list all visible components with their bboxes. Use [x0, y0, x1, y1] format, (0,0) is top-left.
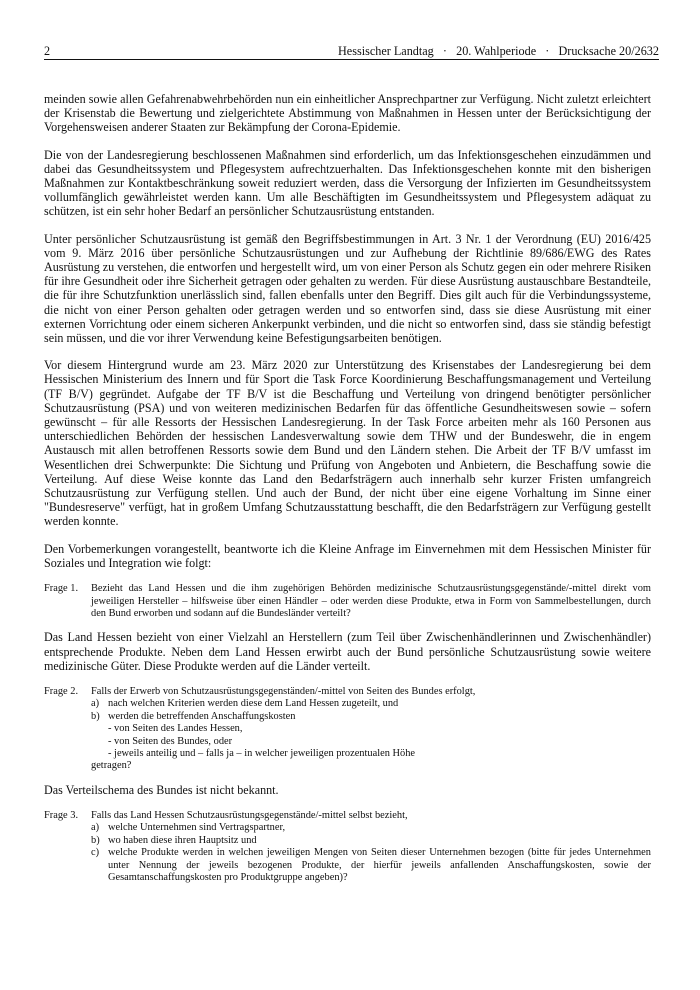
answer-1: Das Land Hessen bezieht von einer Vielzahl an Herstellern (zum Teil über Zwischenhändlerinnen und Zwischenhändler) entsprechende Produkte. Neben dem Land Hessen erwirbt auch der Bund persönliche Schutzausrüstung sowie weitere medizinische Güter. Diese Produkte werden auf die Länder verteilt.: [44, 630, 651, 673]
item-text: welche Produkte werden in welchen jeweiligen Mengen von Seiten dieser Unternehmen bezogen (bitte für jedes Unternehmen unter Nennung der jeweils bezogenen Produkte, der hierfür jeweils anfallenden Anschaffungskosten, sowie der Gesamtanschaffungskosten pro Produktgruppe angeben)?: [108, 847, 651, 883]
question-label: Frage 2.: [44, 685, 79, 697]
question-item: [91, 847, 651, 884]
header-rule: [44, 59, 659, 60]
question-label: Frage 3.: [44, 809, 79, 821]
item-text: werden die betreffenden Anschaffungskosten: [108, 710, 296, 722]
question-label: Frage 1.: [44, 583, 79, 595]
question-item: [91, 822, 651, 834]
question-tail: getragen?: [91, 760, 132, 772]
body-paragraph: Unter persönlicher Schutzausrüstung ist gemäß den Begriffsbestimmungen in Art. 3 Nr. 1 der Verordnung (EU) 2016/425 vom 9. März 2016 über persönliche Schutzausrüstungen und zur Aufhebung der Richtlinie 89/686/EWG des Rates Ausrüstung zu verstehen, die entworfen und hergestellt wird, um von einer Person als Schutz gegen ein oder mehrere Risiken für ihre Gesundheit oder ihre Sicherheit getragen oder gehalten zu werden. Für diese Ausrüstung austauschbare Bestandteile, die für ihre Schutzfunktion unerlässlich sind, fallen ebenfalls unter den Begriff. Dies gilt auch für die Verbindungssysteme, die nicht von einer Person gehalten oder getragen werden und so entworfen sind, dass sie diese Ausrüstung mit einer externen Vorrichtung oder einem sicheren Ankerpunkt verbinden, und die nicht so entworfen sind, dass sie ständig befestigt sein müssen, und die vor ihrer Verwendung keine Befestigungsarbeiten benötigen.: [44, 231, 651, 346]
question-1: [44, 583, 651, 620]
body-paragraph: Den Vorbemerkungen vorangestellt, beantworte ich die Kleine Anfrage im Einvernehmen mit dem Hessischen Minister für Soziales und Integration wie folgt:: [44, 541, 651, 570]
question-body: [91, 686, 651, 773]
item-text: wo haben diese ihren Hauptsitz und: [108, 834, 257, 846]
question-item: [91, 698, 651, 710]
document-body: [44, 92, 651, 894]
item-marker: c): [91, 847, 100, 859]
question-text: Falls der Erwerb von Schutzausrüstungsgegenständen/-mittel von Seiten des Bundes erfolgt,: [91, 685, 476, 697]
page-header: [44, 43, 659, 59]
item-text: welche Unternehmen sind Vertragspartner,: [108, 822, 286, 834]
question-item: [91, 711, 651, 723]
item-marker: a): [91, 698, 100, 710]
question-body: [91, 810, 651, 884]
question-text: Bezieht das Land Hessen und die ihm zugehörigen Behörden medizinische Schutzausrüstungsgegenstände/-mittel direkt vom jeweiligen Hersteller – hilfsweise über einen Händler – oder werden diese Produkte, etwa in Form von Sammelbestellungen, durch den Bund erworben und sodann auf die Bundesländer verteilt?: [91, 583, 651, 619]
dash-item: - jeweils anteilig und – falls ja – in welcher jeweiligen prozentualen Höhe: [108, 747, 415, 759]
body-paragraph: Vor diesem Hintergrund wurde am 23. März 2020 zur Unterstützung des Krisenstabes der Landesregierung bei dem Hessischen Ministerium des Innern und für Sport die Task Force Koordinierung Beschaffungsmanagement und Verteilung (TF B/V) gegründet. Aufgabe der TF B/V ist die Beschaffung und Verteilung von dringend benötigter persönlicher Schutzausrüstung (PSA) und von weiteren medizinischen Bedarfen für das öffentliche Gesundheitswesen sowie – sofern gewünscht – für alle Ressorts der Hessischen Landesregierung. In der Task Force arbeiten mehr als 160 Personen aus unterschiedlichen Behörden der hessischen Landesverwaltung sowie dem THW und der Bundeswehr, die in engem Austausch mit allen betroffenen Ressorts sowie dem Bund und den Ländern stehen. Die Arbeit der TF B/V umfasst im Wesentlichen drei Schwerpunkte: Die Sichtung und Prüfung von Angeboten und Anbietern, die Beschaffung sowie die Verteilung. Auf diese Weise konnte das Land den Bedarfsträgern auch innerhalb sehr kurzer Fristen umfangreich Schutzausrüstung zur Verfügung stellen. Und auch der Bund, der nicht über eine eigene Vorhaltung im Sinne einer "Bundesreserve" verfügt, hat in großem Umfang Schutzausstattung beschafft, die den Bedarfsträgern zur Verfügung gestellt werden konnte.: [44, 358, 651, 529]
item-marker: a): [91, 822, 100, 834]
page-number: 2: [44, 44, 51, 58]
question-text: Falls das Land Hessen Schutzausrüstungsgegenstände/-mittel selbst bezieht,: [91, 809, 408, 821]
answer-2: Das Verteilschema des Bundes ist nicht bekannt.: [44, 782, 279, 797]
item-marker: b): [91, 834, 100, 846]
question-3: [44, 810, 651, 884]
item-text: nach welchen Kriterien werden diese dem Land Hessen zugeteilt, und: [108, 698, 399, 710]
body-paragraph: Die von der Landesregierung beschlossenen Maßnahmen sind erforderlich, um das Infektionsgeschehen einzudämmen und dabei das Gesundheitssystem und Pflegesystem aufrechtzuerhalten. Das Infektionsgeschehen konnte mit den bisherigen Maßnahmen zur Kontaktbeschränkung soweit reduziert werden, dass die Versorgung der Infizierten im Gesundheitssystem vollumfänglich gewährleistet werden kann. Um alle Beschäftigten im Gesundheitssystem und Pflegesystem adäquat zu schützen, ist ein sehr hoher Bedarf an persönlicher Schutzausrüstung entstanden.: [44, 147, 651, 219]
question-body: [91, 583, 651, 620]
header-title: Hessischer Landtag · 20. Wahlperiode · Drucksache 20/2632: [338, 44, 659, 58]
body-paragraph: meinden sowie allen Gefahrenabwehrbehörden nun ein einheitlicher Ansprechpartner zur Verfügung. Nicht zuletzt erleichtert der Krisenstab die Bewertung und zielgerichtete Abstimmung von Maßnahmen in Hessen unter der Berücksichtigung der Vorgehensweisen anderer Staaten zur Bekämpfung der Corona-Epidemie.: [44, 92, 651, 135]
item-marker: b): [91, 710, 100, 722]
dash-item: - von Seiten des Landes Hessen,: [108, 723, 243, 735]
dash-item: - von Seiten des Bundes, oder: [108, 735, 233, 747]
question-2: [44, 686, 651, 773]
question-item: [91, 835, 651, 847]
